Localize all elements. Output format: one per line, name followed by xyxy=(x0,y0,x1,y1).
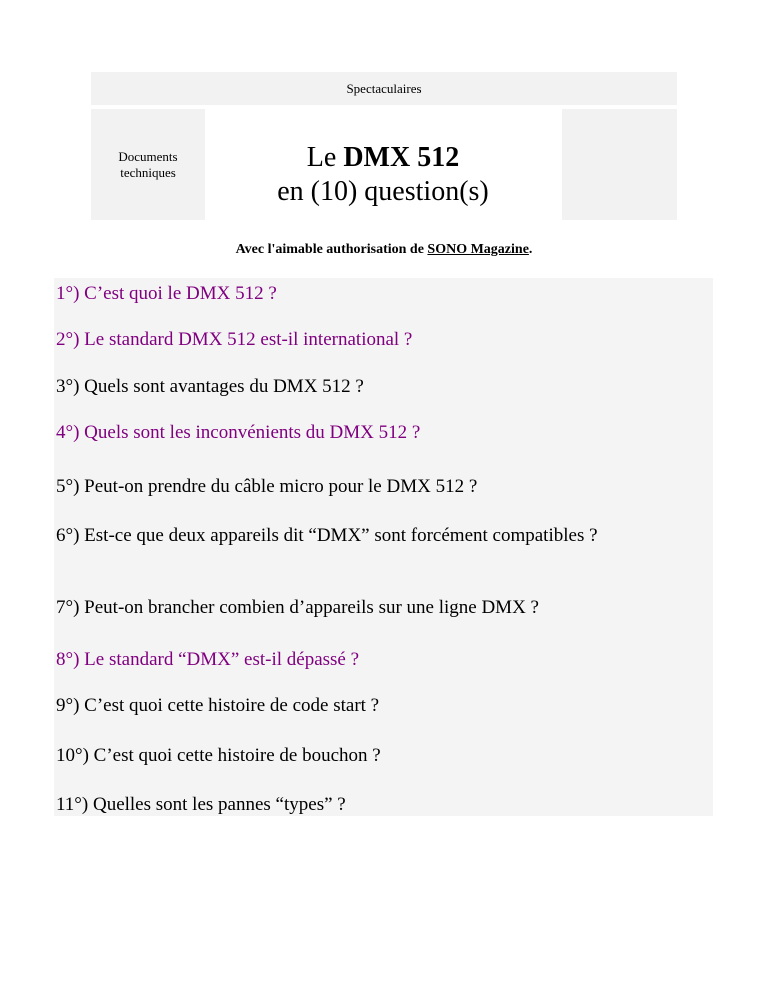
credit-text: Avec l'aimable authorisation de xyxy=(235,242,428,257)
right-cell xyxy=(562,109,677,220)
page-subtitle: en (10) question(s) xyxy=(277,176,489,207)
question-link-8[interactable]: 8°) Le standard “DMX” est-il dépassé ? xyxy=(56,649,360,670)
question-link-6[interactable]: 6°) Est-ce que deux appareils dit “DMX” sont forcément compatibles ? xyxy=(56,525,598,546)
credit-suffix: . xyxy=(528,242,533,257)
question-link-2[interactable]: 2°) Le standard DMX 512 est-il international ? xyxy=(56,329,413,350)
question-link-10[interactable]: 10°) C’est quoi cette histoire de bouchon ? xyxy=(56,745,381,766)
question-link-3[interactable]: 3°) Quels sont avantages du DMX 512 ? xyxy=(56,376,364,397)
question-list xyxy=(54,278,713,816)
sono-magazine-link[interactable]: SONO Magazine xyxy=(427,242,529,257)
section-bar xyxy=(91,72,677,105)
title-bold: DMX 512 xyxy=(343,142,460,173)
category-label xyxy=(118,149,177,181)
section-label: Spectaculaires xyxy=(346,81,422,96)
credit-line xyxy=(0,240,768,260)
question-link-4[interactable]: 4°) Quels sont les inconvénients du DMX 512 ? xyxy=(56,422,421,443)
question-link-9[interactable]: 9°) C’est quoi cette histoire de code start ? xyxy=(56,695,380,716)
question-link-7[interactable]: 7°) Peut-on brancher combien d’appareils sur une ligne DMX ? xyxy=(56,597,539,618)
page-title xyxy=(207,142,559,174)
question-link-5[interactable]: 5°) Peut-on prendre du câble micro pour le DMX 512 ? xyxy=(56,476,478,497)
title-cell xyxy=(207,109,559,220)
question-link-1[interactable]: 1°) C’est quoi le DMX 512 ? xyxy=(56,283,277,304)
category-cell xyxy=(91,109,205,220)
category-line-2: techniques xyxy=(120,164,176,180)
title-prefix: Le xyxy=(306,142,344,173)
category-line-1: Documents xyxy=(118,148,178,164)
question-link-11[interactable]: 11°) Quelles sont les pannes “types” ? xyxy=(56,794,346,815)
